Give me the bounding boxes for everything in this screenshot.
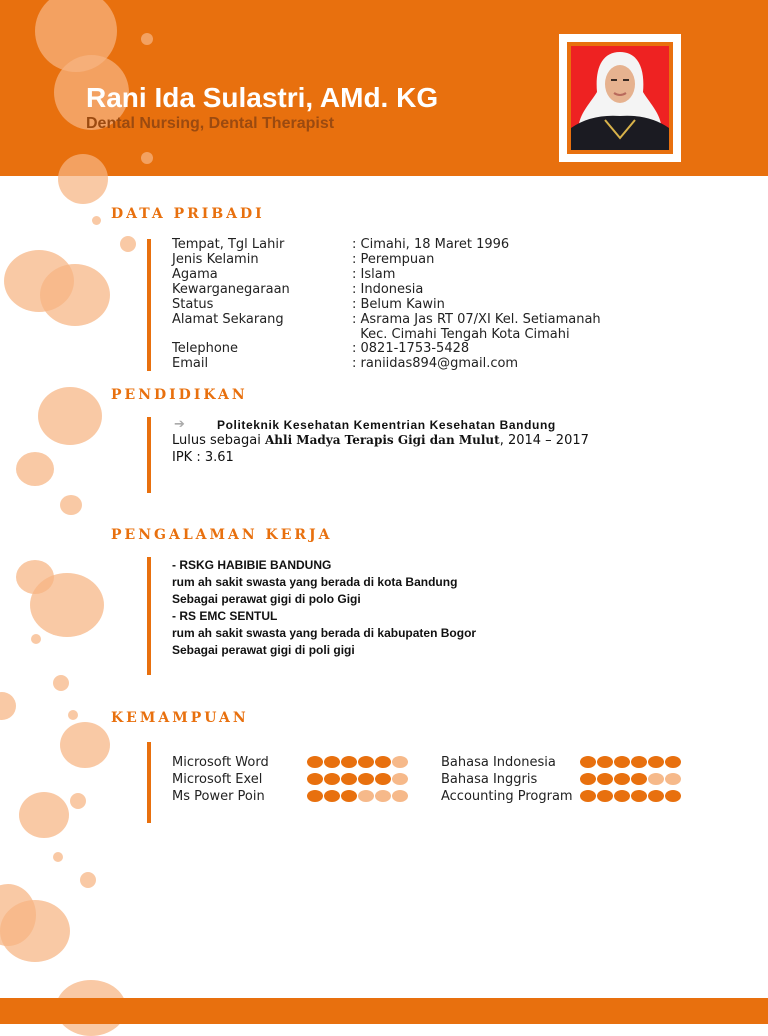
rating-dot-filled — [580, 756, 596, 768]
rating-dot-empty — [648, 773, 664, 785]
rating-dot-filled — [324, 756, 340, 768]
rating-dot-empty — [392, 773, 408, 785]
skill-rating — [580, 790, 681, 802]
rating-dot-filled — [307, 756, 323, 768]
experience-line: Sebagai perawat gigi di poli gigi — [172, 643, 355, 657]
rating-dot-filled — [631, 756, 647, 768]
personal-label: Alamat Sekarang — [172, 312, 284, 327]
rating-dot-filled — [580, 773, 596, 785]
personal-label: Jenis Kelamin — [172, 252, 259, 267]
rating-dot-filled — [631, 773, 647, 785]
job-subtitle: Dental Nursing, Dental Therapist — [86, 115, 335, 132]
skill-name: Microsoft Exel — [172, 772, 263, 787]
skill-name: Accounting Program — [441, 789, 573, 804]
rating-dot-filled — [341, 773, 357, 785]
rating-dot-filled — [597, 756, 613, 768]
skill-name: Microsoft Word — [172, 755, 269, 770]
personal-label: Email — [172, 356, 209, 371]
section-title-personal: DATA PRIBADI — [111, 206, 265, 222]
skills-bar — [147, 742, 151, 823]
graduation-line — [172, 433, 589, 448]
personal-value: : Islam — [352, 267, 396, 282]
section-title-education: PENDIDIKAN — [111, 387, 248, 403]
rating-dot-filled — [341, 790, 357, 802]
graduation-prefix: Lulus sebagai — [172, 433, 265, 448]
rating-dot-empty — [358, 790, 374, 802]
rating-dot-filled — [324, 790, 340, 802]
rating-dot-filled — [614, 773, 630, 785]
skill-name: Bahasa Indonesia — [441, 755, 556, 770]
experience-line: rum ah sakit swasta yang berada di kota Bandung — [172, 575, 458, 589]
skill-name: Bahasa Inggris — [441, 772, 538, 787]
personal-value: : Cimahi, 18 Maret 1996 — [352, 237, 510, 252]
experience-line: - RS EMC SENTUL — [172, 609, 278, 623]
experience-line: - RSKG HABIBIE BANDUNG — [172, 558, 332, 572]
rating-dot-filled — [614, 790, 630, 802]
skill-rating — [580, 773, 681, 785]
personal-value: : Belum Kawin — [352, 297, 445, 312]
personal-value: : Indonesia — [352, 282, 424, 297]
rating-dot-filled — [324, 773, 340, 785]
rating-dot-empty — [392, 790, 408, 802]
rating-dot-filled — [614, 756, 630, 768]
personal-value: : 0821-1753-5428 — [352, 341, 470, 356]
rating-dot-filled — [648, 756, 664, 768]
profile-photo-frame — [559, 34, 681, 162]
personal-label: Telephone — [172, 341, 239, 356]
skill-rating — [307, 773, 408, 785]
personal-bar — [147, 239, 151, 371]
full-name: Rani Ida Sulastri, AMd. KG — [86, 82, 439, 113]
footer-band — [0, 998, 768, 1024]
personal-value: Kec. Cimahi Tengah Kota Cimahi — [352, 327, 570, 342]
rating-dot-filled — [597, 790, 613, 802]
arrow-right-icon: ➔ — [174, 417, 185, 432]
personal-label: Status — [172, 297, 214, 312]
rating-dot-filled — [307, 773, 323, 785]
rating-dot-filled — [375, 773, 391, 785]
rating-dot-filled — [358, 756, 374, 768]
rating-dot-empty — [665, 773, 681, 785]
skill-rating — [307, 756, 408, 768]
ipk-score: IPK : 3.61 — [172, 450, 234, 465]
graduation-years: , 2014 – 2017 — [499, 433, 589, 448]
section-title-skills: KEMAMPUAN — [111, 710, 249, 726]
rating-dot-empty — [392, 756, 408, 768]
rating-dot-filled — [631, 790, 647, 802]
personal-label: Kewarganegaraan — [172, 282, 290, 297]
rating-dot-filled — [375, 756, 391, 768]
personal-label: Agama — [172, 267, 218, 282]
skill-rating — [307, 790, 408, 802]
rating-dot-filled — [580, 790, 596, 802]
rating-dot-filled — [665, 790, 681, 802]
profile-photo — [571, 46, 669, 150]
skill-name: Ms Power Poin — [172, 789, 265, 804]
skill-rating — [580, 756, 681, 768]
personal-value: : Perempuan — [352, 252, 435, 267]
personal-label: Tempat, Tgl Lahir — [172, 237, 285, 252]
rating-dot-filled — [358, 773, 374, 785]
degree-name: Ahli Madya Terapis Gigi dan Mulut — [264, 433, 500, 447]
rating-dot-filled — [307, 790, 323, 802]
personal-value: : Asrama Jas RT 07/XI Kel. Setiamanah — [352, 312, 601, 327]
experience-line: rum ah sakit swasta yang berada di kabupaten Bogor — [172, 626, 477, 640]
rating-dot-filled — [648, 790, 664, 802]
education-bar — [147, 417, 151, 493]
rating-dot-filled — [341, 756, 357, 768]
section-title-experience: PENGALAMAN KERJA — [111, 527, 333, 543]
experience-bar — [147, 557, 151, 675]
school-name: Politeknik Kesehatan Kementrian Kesehatan Bandung — [217, 418, 556, 432]
rating-dot-filled — [665, 756, 681, 768]
personal-value: : raniidas894@gmail.com — [352, 356, 519, 371]
rating-dot-empty — [375, 790, 391, 802]
experience-line: Sebagai perawat gigi di polo Gigi — [172, 592, 361, 606]
rating-dot-filled — [597, 773, 613, 785]
